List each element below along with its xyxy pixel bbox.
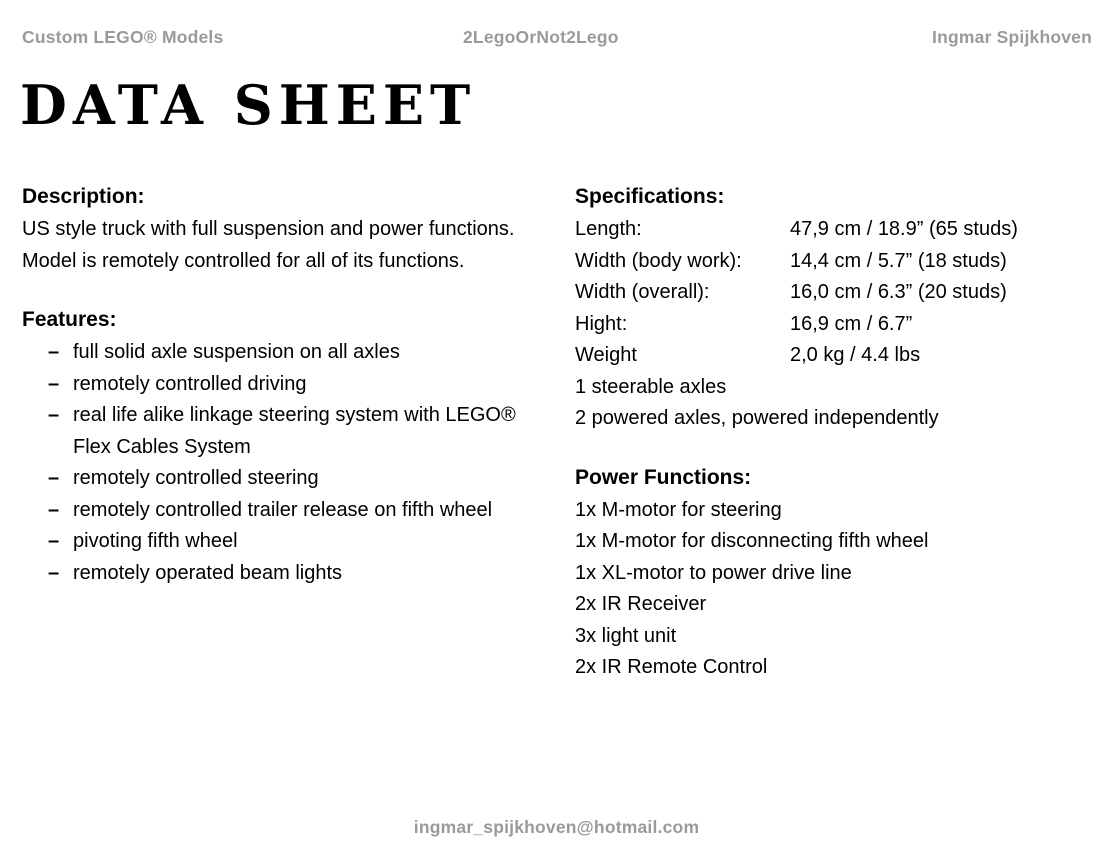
dash-bullet-icon: – [48,341,60,363]
spec-value: 47,9 cm / 18.9” (65 studs) [790,218,1018,240]
list-item: 1 steerable axles [575,375,727,398]
table-row [575,309,1095,341]
power-functions-section [575,463,1095,684]
dash-bullet-icon: – [48,467,60,489]
spec-value: 2,0 kg / 4.4 lbs [790,344,921,366]
dash-bullet-icon: – [48,372,60,395]
spec-value: 16,9 cm / 6.7” [790,312,913,335]
table-row [575,214,1095,246]
header-left-text: Custom LEGO® Models [22,27,224,47]
page-footer [0,817,1113,838]
list-item: 2x IR Receiver [575,593,707,615]
dash-bullet-icon: – [48,404,60,426]
description-heading: Description: [22,185,145,208]
list-item-label: remotely operated beam lights [73,561,343,584]
list-item: 3x light unit [575,624,677,647]
features-heading: Features: [22,308,117,331]
specifications-notes [575,372,1095,435]
list-item-label: pivoting fifth wheel [73,530,238,552]
spec-value: 14,4 cm / 5.7” (18 studs) [790,249,1007,272]
list-item [22,526,542,558]
list-item-label: remotely controlled steering [73,467,319,489]
description-section [22,182,542,277]
list-item: 1x M-motor for steering [575,498,782,521]
list-item: 1x M-motor for disconnecting fifth wheel [575,530,929,552]
specifications-heading: Specifications: [575,185,725,208]
power-functions-list [575,495,1095,684]
features-section [22,305,542,589]
dash-bullet-icon: – [48,530,60,552]
contact-email[interactable]: ingmar_spijkhoven@hotmail.com [413,817,700,837]
description-body: US style truck with full suspension and power functions. Model is remotely controlled for all of its functions. [22,218,515,272]
list-item: 2 powered axles, powered independently [575,407,939,429]
spec-label: Hight: [575,312,628,335]
power-functions-heading: Power Functions: [575,465,752,489]
header-right-text: Ingmar Spijkhoven [932,27,1092,47]
right-column [575,182,1095,684]
list-item-label: remotely controlled trailer release on fifth wheel [73,498,493,521]
list-item-label: real life alike linkage steering system with LEGO® Flex Cables System [73,404,516,458]
dash-bullet-icon: – [48,498,60,521]
list-item-label: full solid axle suspension on all axles [73,341,400,363]
list-item: 1x XL-motor to power drive line [575,561,852,584]
list-item [22,337,542,369]
list-item-label: remotely controlled driving [73,372,307,395]
table-row [575,246,1095,278]
specifications-table [575,214,1095,372]
table-row [575,340,1095,372]
list-item [22,495,542,527]
page-title: DATA SHEET [20,73,477,137]
list-item: 2x IR Remote Control [575,656,768,678]
spec-label: Width (overall): [575,281,710,303]
spec-label: Length: [575,218,642,240]
list-item [22,400,542,463]
spec-label: Weight [575,344,637,366]
features-list [22,337,542,589]
list-item [22,463,542,495]
left-column [22,182,542,589]
page-header [22,26,1092,52]
list-item [22,369,542,401]
header-center-text: 2LegoOrNot2Lego [463,27,619,47]
specifications-section [575,182,1095,435]
dash-bullet-icon: – [48,561,60,584]
spec-value: 16,0 cm / 6.3” (20 studs) [790,281,1007,303]
spec-label: Width (body work): [575,249,742,272]
table-row [575,277,1095,309]
list-item [22,558,542,590]
